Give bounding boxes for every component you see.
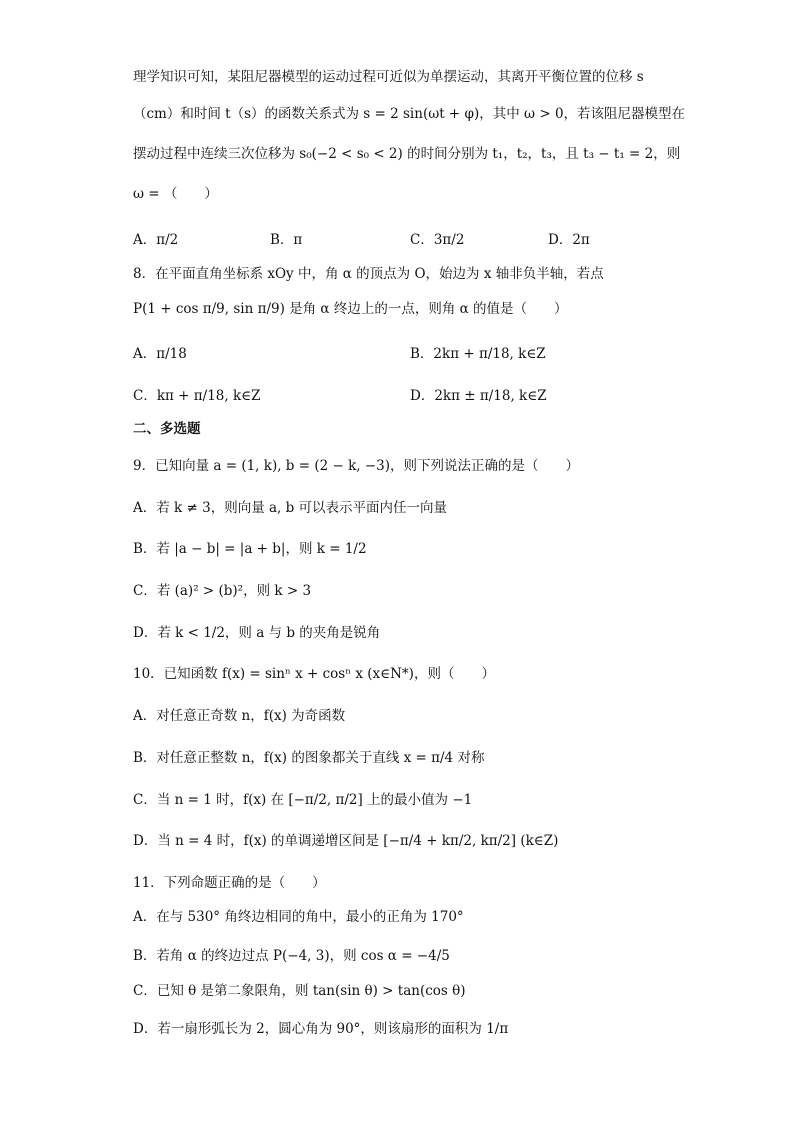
q10-stem: 10．已知函数 f(x) = sinⁿ x + cosⁿ x (x∈N*)，则（ ） <box>133 666 495 682</box>
q7-option-c: C．3π/2 <box>410 232 465 248</box>
q9-option-a: A．若 k ≠ 3，则向量 a, b 可以表示平面内任一向量 <box>133 500 448 516</box>
q11-option-b: B．若角 α 的终边过点 P(−4, 3)，则 cos α = −4/5 <box>133 948 450 964</box>
q9-option-b: B．若 |a − b| = |a + b|，则 k = 1/2 <box>133 541 367 557</box>
q11-option-a: A．在与 530° 角终边相同的角中，最小的正角为 170° <box>133 909 464 925</box>
q7-option-a: A．π/2 <box>133 232 179 248</box>
q9-option-c: C．若 (a)² > (b)²，则 k > 3 <box>133 583 312 599</box>
q8-line-1: 8．在平面直角坐标系 xOy 中，角 α 的顶点为 O，始边为 x 轴非负半轴，若点 <box>133 266 604 282</box>
q8-option-a: A．π/18 <box>133 346 187 362</box>
q7-line-1: 理学知识可知，某阻尼器模型的运动过程可近似为单摆运动，其离开平衡位置的位移 s <box>133 69 644 85</box>
section-heading: 二、多选题 <box>133 421 201 437</box>
q11-stem: 11．下列命题正确的是（ ） <box>133 875 326 891</box>
q10-option-a: A．对任意正奇数 n，f(x) 为奇函数 <box>133 708 346 724</box>
q8-line-2: P(1 + cos π/9, sin π/9) 是角 α 终边上的一点，则角 α 的值是（ ） <box>133 301 568 317</box>
q8-option-d: D．2kπ ± π/18, k∈Z <box>410 388 547 404</box>
q8-option-c: C．kπ + π/18, k∈Z <box>133 388 261 404</box>
q8-option-b: B．2kπ + π/18, k∈Z <box>410 346 546 362</box>
q9-stem: 9．已知向量 a = (1, k), b = (2 − k, −3)，则下列说法正确的是（ ） <box>133 458 580 474</box>
q7-option-b: B．π <box>270 232 303 248</box>
q7-line-4: ω = （ ） <box>133 186 218 202</box>
q7-line-3: 摆动过程中连续三次位移为 s₀(−2 < s₀ < 2) 的时间分别为 t₁，t₂，t₃，且 t₃ − t₁ = 2，则 <box>133 146 681 162</box>
q11-option-c: C．已知 θ 是第二象限角，则 tan(sin θ) > tan(cos θ) <box>133 983 466 999</box>
q7-line-2: （cm）和时间 t（s）的函数关系式为 s = 2 sin(ωt + φ)，其中 ω > 0，若该阻尼器模型在 <box>133 106 686 122</box>
q11-option-d: D．若一扇形弧长为 2，圆心角为 90°，则该扇形的面积为 1/π <box>133 1021 509 1037</box>
q10-option-c: C．当 n = 1 时，f(x) 在 [−π/2, π/2] 上的最小值为 −1 <box>133 792 473 808</box>
q7-option-d: D．2π <box>548 232 590 248</box>
q9-option-d: D．若 k < 1/2，则 a 与 b 的夹角是锐角 <box>133 625 381 641</box>
q10-option-d: D．当 n = 4 时，f(x) 的单调递增区间是 [−π/4 + kπ/2, kπ/2] (k∈Z) <box>133 833 559 849</box>
q10-option-b: B．对任意正整数 n，f(x) 的图象都关于直线 x = π/4 对称 <box>133 750 485 766</box>
